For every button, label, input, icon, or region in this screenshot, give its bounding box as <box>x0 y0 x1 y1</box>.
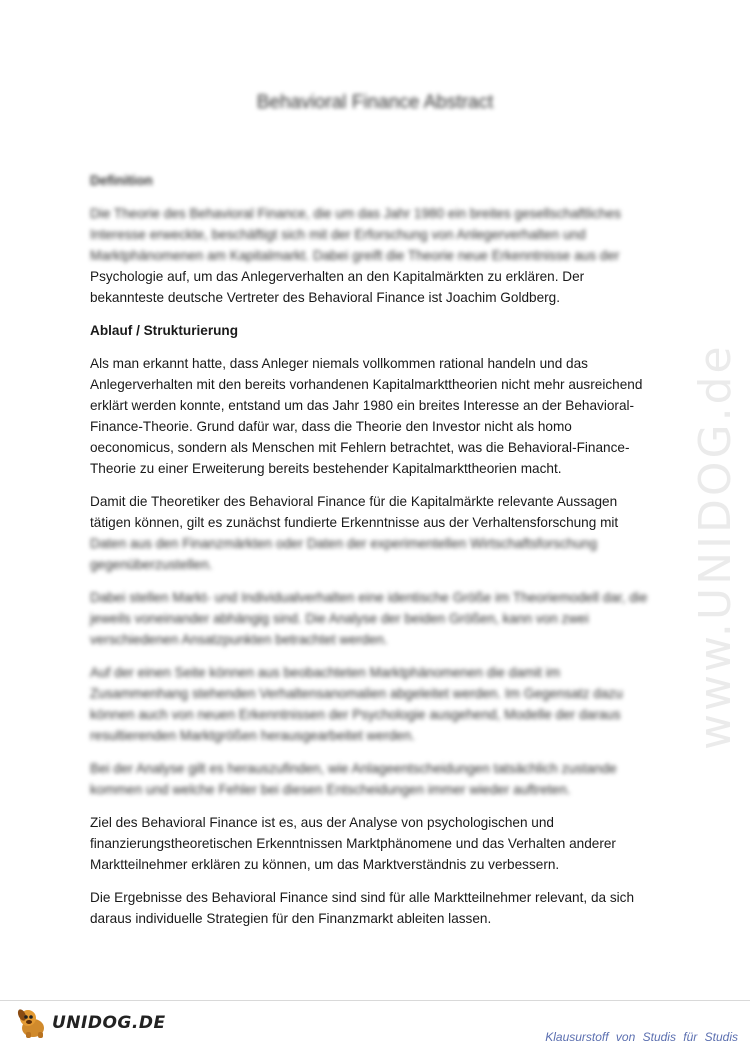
heading-definition: Definition <box>90 173 153 188</box>
paragraph-ziel: Ziel des Behavioral Finance ist es, aus der Analyse von psychologischen und finanzierungstheoretischen Erkenntnissen Marktphänomene und das Verhalten anderer Marktteilnehmer erklären zu können, um das Marktverständnis zu verbessern. <box>90 815 616 872</box>
paragraph-ergebnisse: Die Ergebnisse des Behavioral Finance sind sind für alle Marktteilnehmer relevant, da sich daraus individuelle Strategien für den Finanzmarkt ableiten lassen. <box>90 890 635 926</box>
logo-text: UNIDOG.DE <box>52 1013 166 1033</box>
paragraph-analyse: Bei der Analyse gilt es herauszufinden, wie Anlageentscheidungen tatsächlich zustande kommen und welche Fehler bei diesen Entscheidungen immer wieder auftreten. <box>90 761 617 797</box>
footer-slogan: Klausurstoff von Studis für Studis <box>545 1030 738 1044</box>
paragraph-theoretiker-visible: Damit die Theoretiker des Behavioral Finance für die Kapitalmärkte relevante Aussagen tätigen können, gilt es zunächst fundierte Erkenntnisse aus der Verhaltensforschung mit <box>90 494 619 530</box>
unidog-logo <box>14 1006 166 1040</box>
dog-mascot-icon <box>14 1006 50 1040</box>
paragraph-theoretiker <box>90 491 650 575</box>
watermark: www.UNIDOG.de <box>690 343 741 750</box>
paragraph-definition-blurred: Die Theorie des Behavioral Finance, die um das Jahr 1980 ein breites gesellschaftliches Interesse erweckte, beschäftigt sich mit der Erforschung von Anlegerverhalten und Marktphänomenen am Kapitalmarkt. Dabei greift die Theorie neue Erkenntnisse aus der <box>90 206 621 263</box>
paragraph-marktphaenomene: Auf der einen Seite können aus beobachteten Marktphänomenen die damit im Zusammenhang stehenden Verhaltensanomalien abgeleitet werden. Im Gegensatz dazu können auch von neuen Erkenntnissen der Psychologie ausgehend, Modelle der daraus resultierenden Marktgrößen herausgearbeitet werden. <box>90 665 623 743</box>
paragraph-definition <box>90 203 650 308</box>
heading-ablauf: Ablauf / Strukturierung <box>90 323 239 338</box>
paragraph-ablauf: Als man erkannt hatte, dass Anleger niemals vollkommen rational handeln und das Anlegerverhalten mit den bereits vorhandenen Kapitalmarkttheorien nicht mehr ausreichend erklärt werden konnte, entstand um das Jahr 1980 ein breites Interesse an der Behavioral-Finance-Theorie. Grund dafür war, dass die Theorie den Investor nicht als homo oeconomicus, sondern als Menschen mit Fehlern betrachtet, was die Behavioral-Finance-Theorie zu einer Erweiterung bereits bestehender Kapitalmarkttheorien macht. <box>90 356 643 476</box>
document-title: Behavioral Finance Abstract <box>256 92 494 113</box>
document-body <box>90 170 650 941</box>
footer-divider <box>0 1000 750 1001</box>
paragraph-theoretiker-blurred: Daten aus den Finanzmärkten oder Daten der experimentellen Wirtschaftsforschung gegenüberzustellen. <box>90 536 598 572</box>
paragraph-definition-visible: Psychologie auf, um das Anlegerverhalten an den Kapitalmärkten zu erklären. Der bekannteste deutsche Vertreter des Behavioral Finance ist Joachim Goldberg. <box>90 269 585 305</box>
paragraph-markt-individual: Dabei stellen Markt- und Individualverhalten eine identische Größe im Theoriemodell dar, die jeweils voneinander abhängig sind. Die Analyse der beiden Größen, kann von zwei verschiedenen Ansatzpunkten betrachtet werden. <box>90 590 648 647</box>
